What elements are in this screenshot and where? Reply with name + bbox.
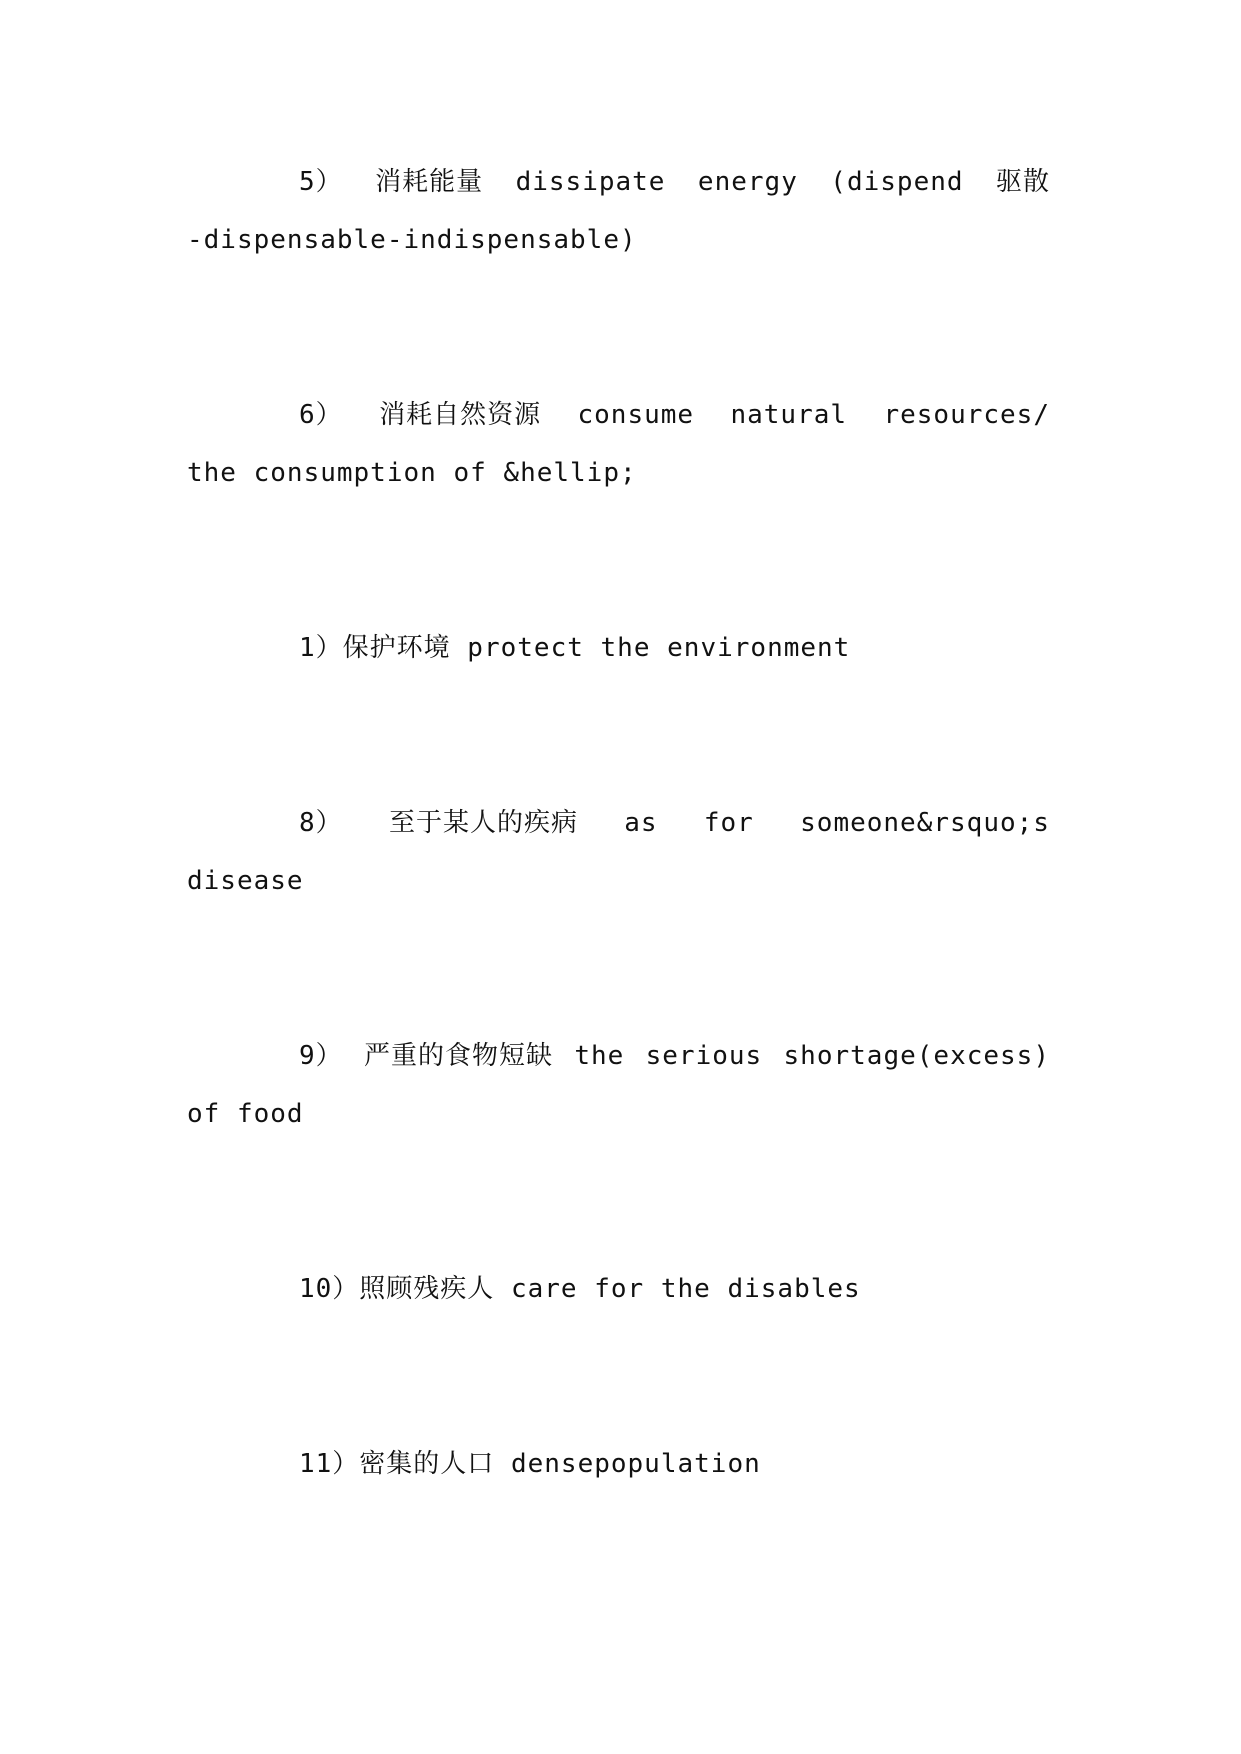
entry-word: the [574,1041,625,1071]
entry-line-1: 1）保护环境 protect the environment [299,633,851,663]
list-item [187,1027,1050,1143]
entry-line-1 [187,386,1050,444]
entry-line-1: 10）照顾残疾人 care for the disables [299,1274,861,1304]
entry-word: someone&rsquo;s [800,808,1050,838]
entry-number: 6） [299,400,343,430]
entry-line-1 [187,153,1050,211]
entry-line-1 [187,794,1050,852]
entry-line-2: -dispensable-indispensable) [187,225,637,255]
entry-number: 8） [299,808,343,838]
entry-line-2: disease [187,866,304,896]
entry-word: dissipate [515,167,666,197]
entry-word: consume [577,400,695,430]
entry-word: energy [697,167,798,197]
entry-word: resources/ [883,400,1050,430]
entry-line-2: the consumption of &hellip; [187,458,637,488]
list-item [187,1260,1050,1318]
entry-chinese: 严重的食物短缺 [363,1041,553,1071]
entry-word: 驱散 [995,167,1050,197]
list-item [187,619,1050,677]
list-item [187,386,1050,502]
entry-line-2: of food [187,1099,304,1129]
entry-chinese: 消耗自然资源 [379,400,542,430]
entry-word: serious [645,1041,763,1071]
list-item [187,153,1050,269]
entry-word: natural [730,400,848,430]
entry-word: for [703,808,754,838]
entry-word: shortage(excess) [783,1041,1050,1071]
entry-number: 9） [299,1041,343,1071]
list-item [187,794,1050,910]
entry-word: as [624,808,658,838]
entry-chinese: 消耗能量 [375,167,484,197]
entry-line-1: 11）密集的人口 densepopulation [299,1449,761,1479]
entry-word: (dispend [830,167,964,197]
list-item [187,1435,1050,1493]
entry-line-1 [187,1027,1050,1085]
entry-number: 5） [299,167,343,197]
entry-chinese: 至于某人的疾病 [388,808,578,838]
